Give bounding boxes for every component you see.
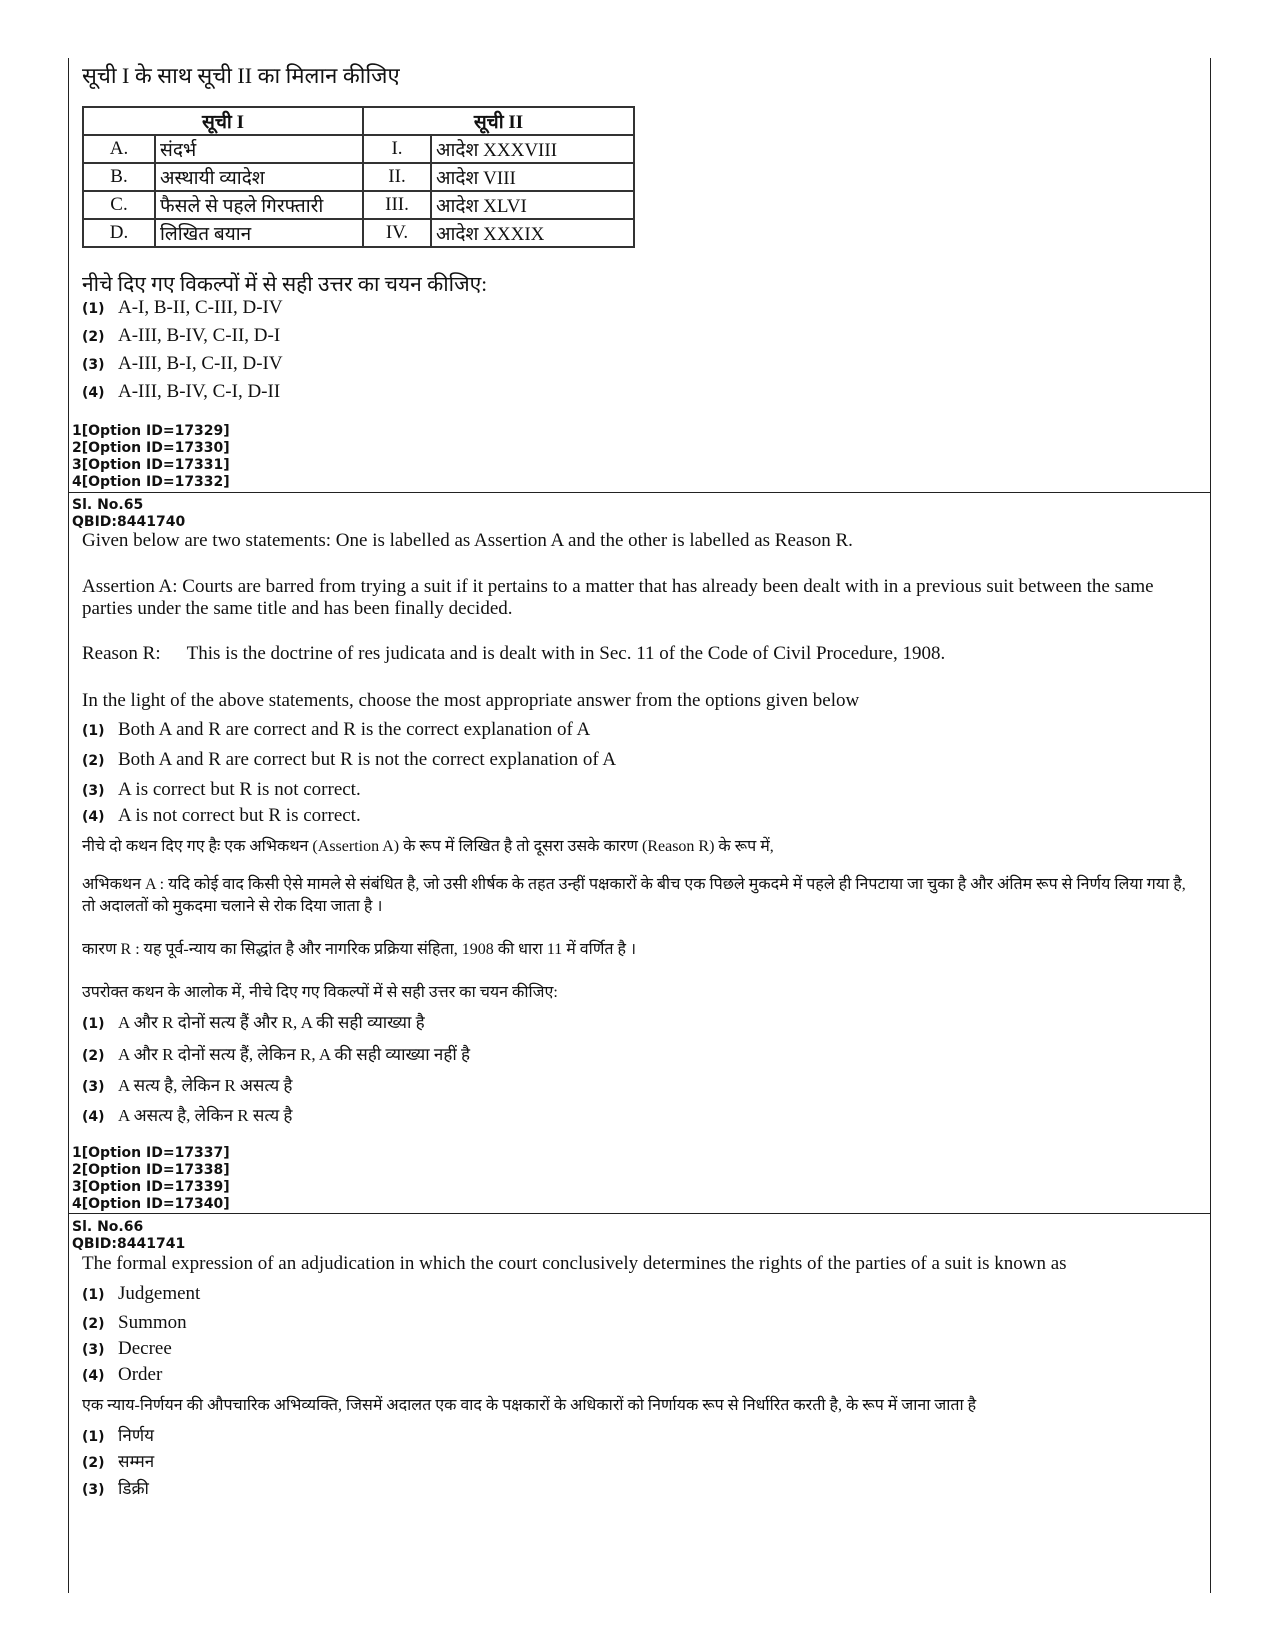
- row-numeral: IV.: [363, 219, 431, 247]
- row-numeral: II.: [363, 163, 431, 191]
- q65-option-2: [82, 749, 616, 771]
- q65-hindi-prompt: उपरोक्त कथन के आलोक में, नीचे दिए गए विकल्पों में से सही उत्तर का चयन कीजिए:: [82, 984, 558, 1001]
- q65-reason: [82, 643, 945, 665]
- row-order: आदेश VIII: [431, 163, 634, 191]
- option-number: (4): [82, 1368, 105, 1384]
- q65-option-4: [82, 805, 361, 827]
- option-number: (1): [82, 723, 105, 739]
- row-order: आदेश XLVI: [431, 191, 634, 219]
- row-numeral: III.: [363, 191, 431, 219]
- q66-hindi-option-3: [82, 1476, 149, 1499]
- option-text: Both A and R are correct and R is the correct explanation of A: [118, 719, 591, 740]
- row-label: D.: [83, 219, 155, 247]
- option-text: A सत्य है, लेकिन R असत्य है: [118, 1076, 293, 1095]
- reason-text: This is the doctrine of res judicata and is dealt with in Sec. 11 of the Code of Civil Procedure, 1908.: [186, 643, 946, 664]
- q66-option-2: [82, 1312, 187, 1334]
- table-row: [83, 191, 634, 219]
- option-text: A-III, B-IV, C-I, D-II: [118, 381, 281, 402]
- qbid: QBID:8441740: [72, 514, 186, 530]
- option-text: A-III, B-IV, C-II, D-I: [118, 325, 281, 346]
- option-number: (4): [82, 1109, 105, 1125]
- option-id: 4[Option ID=17340]: [72, 1196, 230, 1212]
- option-id: 4[Option ID=17332]: [72, 474, 230, 490]
- option-text: डिक्री: [118, 1479, 149, 1498]
- option-number: (1): [82, 301, 105, 317]
- option-text: A-I, B-II, C-III, D-IV: [118, 297, 283, 318]
- q64-option-1: [82, 297, 283, 319]
- q66-header: [72, 1219, 185, 1253]
- option-number: (4): [82, 385, 105, 401]
- serial-number: Sl. No.65: [72, 497, 144, 513]
- q65-hindi-intro: नीचे दो कथन दिए गए हैः एक अभिकथन (Assertion A) के रूप में लिखित है तो दूसरा उसके कारण (Reason R) के रूप में,: [82, 838, 774, 855]
- q64-prompt: नीचे दिए गए विकल्पों में से सही उत्तर का चयन कीजिए:: [82, 272, 488, 296]
- match-table: [82, 106, 635, 248]
- list1-header: सूची I: [83, 107, 363, 135]
- q65-prompt: In the light of the above statements, choose the most appropriate answer from the options given below: [82, 690, 860, 711]
- row-text: संदर्भ: [155, 135, 363, 163]
- option-number: (2): [82, 1455, 105, 1471]
- q65-hindi-assertion: अभिकथन A : यदि कोई वाद किसी ऐसे मामले से संबंधित है, जो उसी शीर्षक के तहत उन्हीं पक्षकारों के बीच एक पिछले मुकदमे में पहले ही निपटाया जा चुका है और अंतिम रूप से निर्णय लिया गया है, तो अदालतों को मुकदमा चलाने से रोक दिया जाता है ।: [82, 876, 1186, 915]
- option-text: A असत्य है, लेकिन R सत्य है: [118, 1106, 293, 1125]
- option-text: A-III, B-I, C-II, D-IV: [118, 353, 283, 374]
- option-id: 3[Option ID=17339]: [72, 1179, 230, 1195]
- row-label: A.: [83, 135, 155, 163]
- q64-option-ids: [72, 423, 230, 491]
- option-text: Judgement: [118, 1283, 201, 1304]
- q65-assertion: Assertion A: Courts are barred from trying a suit if it pertains to a matter that has already been dealt with in a previous suit between the same parties under the same title and has been finally decided.: [82, 576, 1154, 619]
- q66-option-3: [82, 1338, 172, 1360]
- option-id: 3[Option ID=17331]: [72, 457, 230, 473]
- option-number: (2): [82, 753, 105, 769]
- option-text: Decree: [118, 1338, 172, 1359]
- q66-hindi-option-1: [82, 1423, 154, 1446]
- q64-option-2: [82, 325, 280, 347]
- q65-hindi-option-2: [82, 1042, 470, 1065]
- row-order: आदेश XXXIX: [431, 219, 634, 247]
- row-label: B.: [83, 163, 155, 191]
- option-text: A और R दोनों सत्य हैं, लेकिन R, A की सही व्याख्या नहीं है: [118, 1045, 471, 1064]
- option-text: Both A and R are correct but R is not the correct explanation of A: [118, 749, 617, 770]
- q65-hindi-option-4: [82, 1103, 292, 1126]
- option-number: (3): [82, 357, 105, 373]
- option-number: (3): [82, 783, 105, 799]
- option-text: A is not correct but R is correct.: [118, 805, 361, 826]
- q65-option-ids: [72, 1145, 230, 1213]
- qbid: QBID:8441741: [72, 1236, 186, 1252]
- table-row: [83, 135, 634, 163]
- reason-label: Reason R:: [82, 643, 161, 664]
- q65-hindi-reason: कारण R : यह पूर्व-न्याय का सिद्धांत है और नागरिक प्रक्रिया संहिता, 1908 की धारा 11 में वर्णित है ।: [82, 941, 637, 958]
- serial-number: Sl. No.66: [72, 1219, 144, 1235]
- option-number: (4): [82, 809, 105, 825]
- option-text: निर्णय: [118, 1426, 154, 1445]
- table-row: [83, 219, 634, 247]
- divider: [68, 492, 1211, 493]
- q64-option-4: [82, 381, 280, 403]
- option-number: (3): [82, 1482, 105, 1498]
- option-number: (1): [82, 1287, 105, 1303]
- table-row: [83, 163, 634, 191]
- q65-option-3: [82, 779, 361, 801]
- option-text: A और R दोनों सत्य हैं और R, A की सही व्याख्या है: [118, 1013, 425, 1032]
- q66-option-1: [82, 1283, 200, 1305]
- q66-hindi-question: एक न्याय-निर्णयन की औपचारिक अभिव्यक्ति, जिसमें अदालत एक वाद के पक्षकारों के अधिकारों को निर्णायक रूप से निर्धारित करती है, के रूप में जाना जाता है: [82, 1397, 977, 1414]
- row-text: अस्थायी व्यादेश: [155, 163, 363, 191]
- row-label: C.: [83, 191, 155, 219]
- option-id: 2[Option ID=17330]: [72, 440, 230, 456]
- q65-header: [72, 497, 185, 531]
- list2-header: सूची II: [363, 107, 634, 135]
- option-number: (1): [82, 1016, 105, 1032]
- divider: [68, 1213, 1211, 1214]
- row-order: आदेश XXXVIII: [431, 135, 634, 163]
- option-number: (3): [82, 1079, 105, 1095]
- option-number: (2): [82, 1048, 105, 1064]
- right-border: [1210, 58, 1211, 1593]
- option-number: (2): [82, 329, 105, 345]
- option-number: (2): [82, 1316, 105, 1332]
- option-number: (3): [82, 1342, 105, 1358]
- q64-option-3: [82, 353, 283, 375]
- option-text: Order: [118, 1364, 163, 1385]
- q65-hindi-option-1: [82, 1010, 425, 1033]
- row-text: फैसले से पहले गिरफ्तारी: [155, 191, 363, 219]
- option-text: सम्मन: [118, 1452, 155, 1471]
- option-text: A is correct but R is not correct.: [118, 779, 361, 800]
- q66-option-4: [82, 1364, 162, 1386]
- row-numeral: I.: [363, 135, 431, 163]
- match-instruction: सूची I के साथ सूची II का मिलान कीजिए: [82, 63, 400, 88]
- q65-option-1: [82, 719, 590, 741]
- option-id: 1[Option ID=17329]: [72, 423, 230, 439]
- row-text: लिखित बयान: [155, 219, 363, 247]
- option-id: 2[Option ID=17338]: [72, 1162, 230, 1178]
- option-number: (1): [82, 1429, 105, 1445]
- left-border: [68, 58, 69, 1593]
- option-id: 1[Option ID=17337]: [72, 1145, 230, 1161]
- q66-hindi-option-2: [82, 1449, 154, 1472]
- option-text: Summon: [118, 1312, 187, 1333]
- q65-intro: Given below are two statements: One is labelled as Assertion A and the other is labelled as Reason R.: [82, 530, 853, 551]
- q66-question: The formal expression of an adjudication in which the court conclusively determines the rights of the parties of a suit is known as: [82, 1253, 1067, 1274]
- q65-hindi-option-3: [82, 1073, 292, 1096]
